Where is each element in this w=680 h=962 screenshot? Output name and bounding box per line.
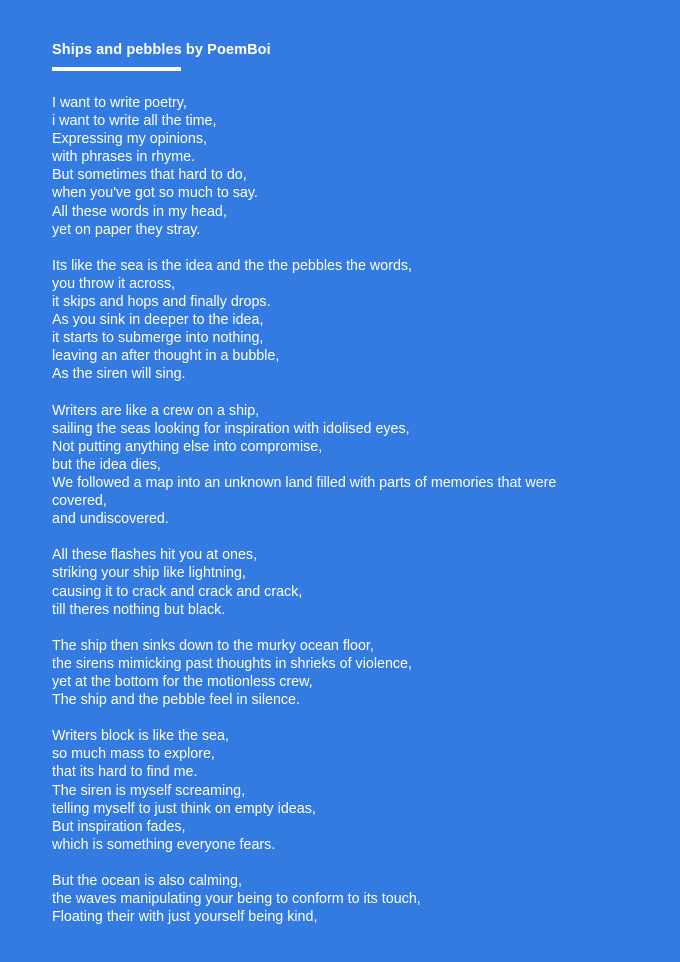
poem-line: when you've got so much to say. bbox=[52, 185, 258, 202]
poem-line: All these words in my head, bbox=[52, 203, 227, 220]
poem-stanza bbox=[52, 546, 557, 618]
poem-stanza bbox=[52, 637, 557, 709]
poem-line: As you sink in deeper to the idea, bbox=[52, 312, 264, 329]
title-underline bbox=[52, 67, 181, 71]
poem-line: with phrases in rhyme. bbox=[52, 149, 196, 166]
poem-line: causing it to crack and crack and crack, bbox=[52, 583, 303, 600]
poem-line: The ship and the pebble feel in silence. bbox=[52, 692, 300, 709]
poem-line: so much mass to explore, bbox=[52, 746, 215, 763]
poem-line: Floating their with just yourself being kind, bbox=[52, 909, 318, 926]
poem-line: Its like the sea is the idea and the the pebbles the words, bbox=[52, 257, 413, 274]
poem-line: We followed a map into an unknown land filled with parts of memories that were covered, bbox=[52, 474, 557, 510]
poem-line: sailing the seas looking for inspiration with idolised eyes, bbox=[52, 420, 410, 437]
poem-line: I want to write poetry, bbox=[52, 95, 187, 111]
poem-line: The siren is myself screaming, bbox=[52, 782, 246, 799]
poem-stanza bbox=[52, 727, 557, 854]
poem-line: till theres nothing but black. bbox=[52, 601, 226, 618]
poem-line: But sometimes that hard to do, bbox=[52, 167, 247, 184]
poem-line: Writers are like a crew on a ship, bbox=[52, 402, 260, 419]
poem-line: striking your ship like lightning, bbox=[52, 565, 246, 582]
poem-line: but the idea dies, bbox=[52, 456, 161, 473]
poem-title: Ships and pebbles by PoemBoi bbox=[52, 42, 271, 58]
poem-line: it skips and hops and finally drops. bbox=[52, 294, 271, 311]
poem-line: yet on paper they stray. bbox=[52, 221, 201, 238]
poem-line: telling myself to just think on empty ideas, bbox=[52, 800, 316, 817]
poem-line: leaving an after thought in a bubble, bbox=[52, 348, 280, 365]
poem-line: Not putting anything else into compromise, bbox=[52, 438, 323, 455]
poem-line: As the siren will sing. bbox=[52, 366, 186, 383]
poem-line: the waves manipulating your being to conform to its touch, bbox=[52, 891, 421, 908]
poem-line: But inspiration fades, bbox=[52, 818, 186, 835]
poem-line: All these flashes hit you at ones, bbox=[52, 547, 258, 564]
poem-stanza bbox=[52, 402, 557, 529]
poem-line: which is something everyone fears. bbox=[52, 836, 276, 853]
poem-stanza bbox=[52, 94, 557, 239]
poem-body bbox=[52, 94, 557, 944]
poem-line: and undiscovered. bbox=[52, 511, 169, 528]
poem-stanza bbox=[52, 257, 557, 384]
poem-line: Expressing my opinions, bbox=[52, 131, 207, 148]
poem-line: the sirens mimicking past thoughts in shrieks of violence, bbox=[52, 655, 412, 672]
poem-line: it starts to submerge into nothing, bbox=[52, 330, 264, 347]
poem-line: But the ocean is also calming, bbox=[52, 873, 242, 890]
poem-line: that its hard to find me. bbox=[52, 764, 198, 781]
poem-line: Writers block is like the sea, bbox=[52, 728, 229, 745]
poem-line: you throw it across, bbox=[52, 275, 176, 292]
poem-stanza bbox=[52, 872, 557, 926]
poem-line: The ship then sinks down to the murky ocean floor, bbox=[52, 637, 374, 654]
poem-line: i want to write all the time, bbox=[52, 113, 217, 130]
poem-line: yet at the bottom for the motionless crew, bbox=[52, 674, 313, 690]
